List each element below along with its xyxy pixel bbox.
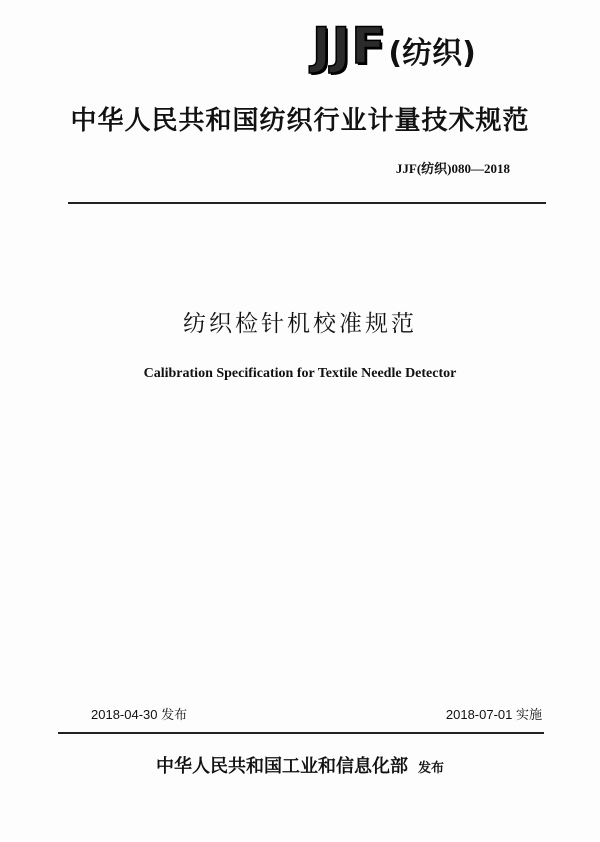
top-divider xyxy=(68,202,546,204)
publisher-suffix: 发布 xyxy=(417,761,444,776)
standard-body: 中华人民共和国纺织行业计量技术规范 xyxy=(70,106,530,136)
issue-date: 2018-04-30 发布 xyxy=(91,707,188,722)
publisher-name: 中华人民共和国工业和信息化部 xyxy=(155,756,408,777)
bottom-divider xyxy=(58,732,544,734)
title-chinese: 纺织检针机校准规范 xyxy=(183,311,417,337)
title-english: Calibration Specification for Textile Needle Detector xyxy=(143,366,457,381)
standard-code: JJF(纺织)080—2018 xyxy=(395,161,510,176)
jjf-logo xyxy=(312,18,476,82)
effective-date: 2018-07-01 实施 xyxy=(445,707,542,722)
publisher xyxy=(0,754,600,782)
logo-suffix: (纺织) xyxy=(388,36,476,71)
logo-code: JJF xyxy=(312,17,387,75)
